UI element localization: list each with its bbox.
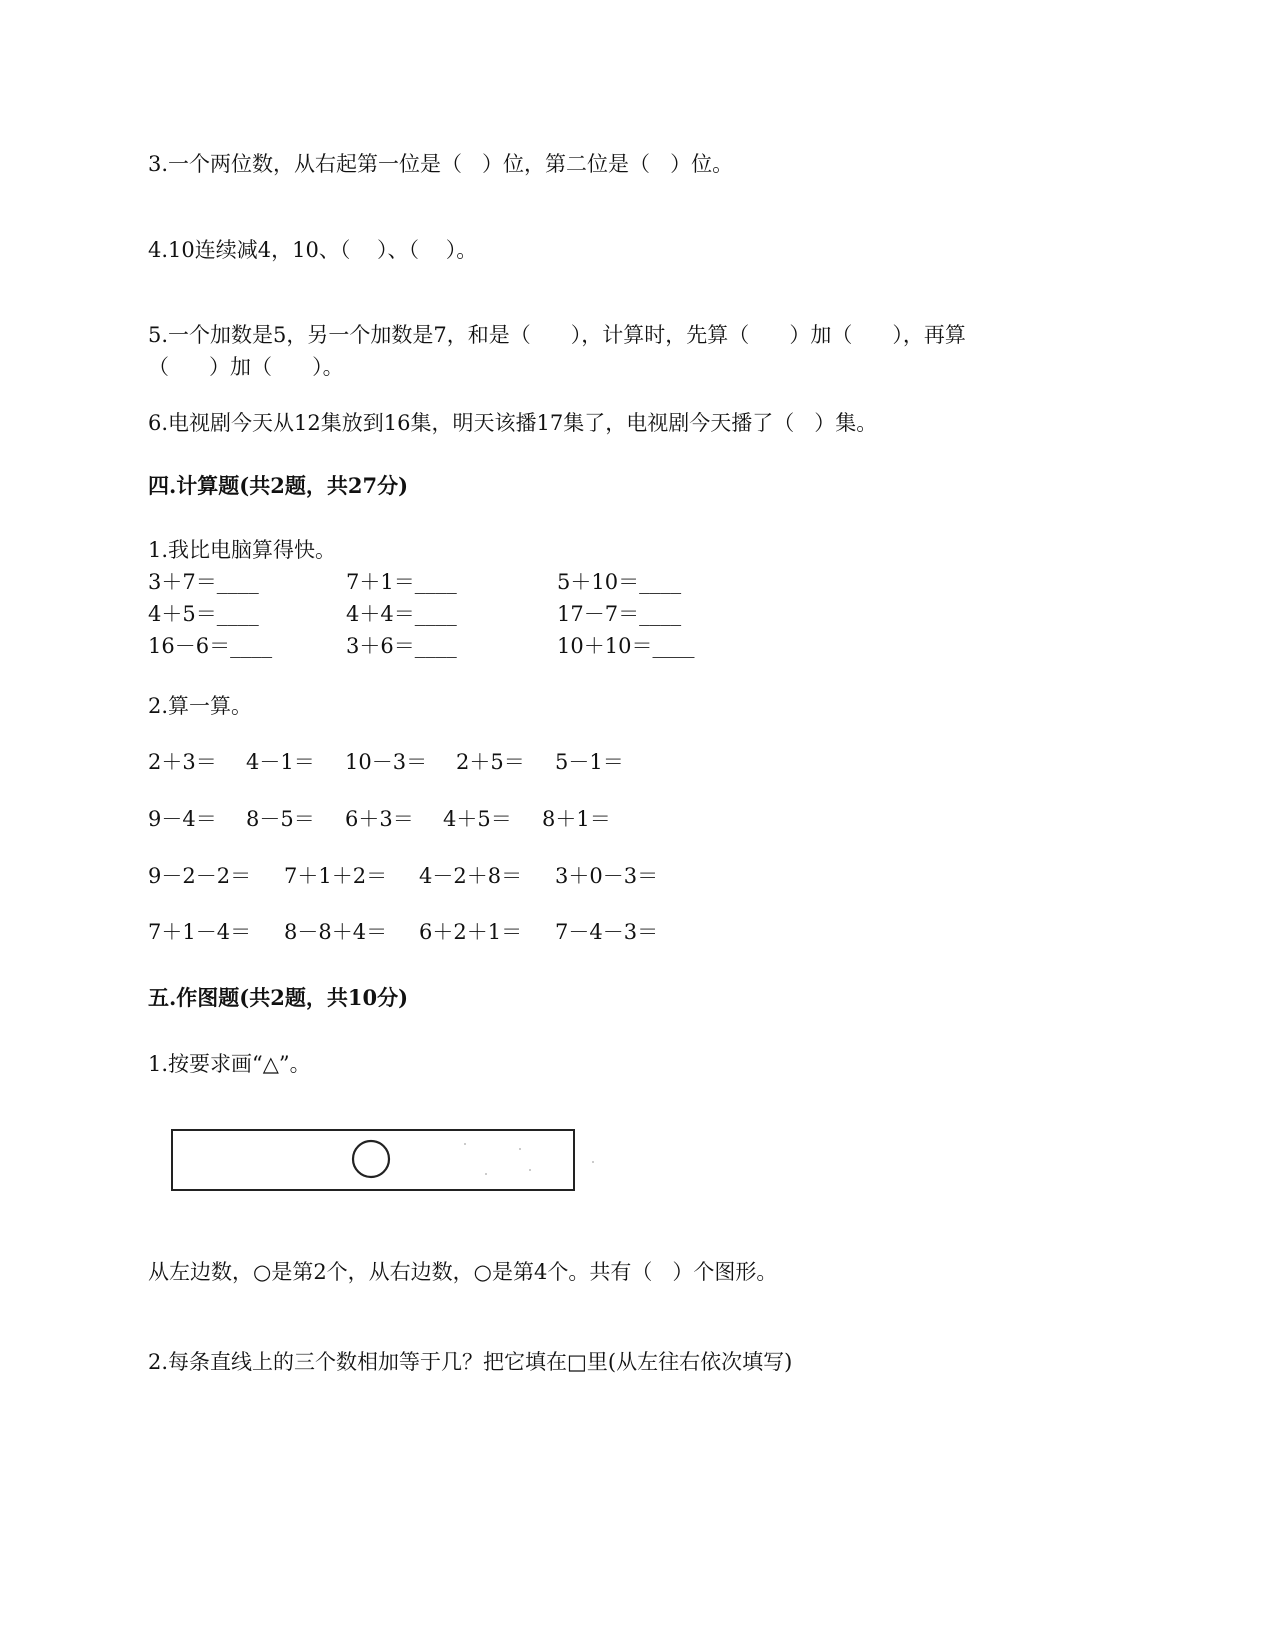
calc2-item: 6＋3＝: [345, 807, 414, 831]
question-6: 6.电视剧今天从12集放到16集，明天该播17集了，电视剧今天播了（ ）集。: [148, 411, 878, 435]
calc2-item: 8－5＝: [246, 807, 315, 831]
question-5-line-2: （ ）加（ ）。: [148, 355, 344, 379]
question-5-line-1: 5.一个加数是5，另一个加数是7，和是（ ），计算时，先算（ ）加（ ），再算: [148, 323, 966, 347]
section-5-heading: 五.作图题(共2题，共10分): [148, 985, 409, 1010]
calc1-item: 4＋4＝____: [346, 602, 457, 626]
calc2-item: 9－4＝: [148, 807, 217, 831]
calc1-item: 5＋10＝____: [557, 570, 682, 594]
calc2-item: 3＋0－3＝: [555, 864, 659, 888]
calc2-item: 7＋1－4＝: [148, 920, 252, 944]
draw2-title: 2.每条直线上的三个数相加等于几？把它填在□里(从左往右依次填写): [148, 1350, 793, 1374]
question-4: 4.10连续减4，10、（ ）、（ ）。: [148, 238, 478, 262]
calc2-item: 9－2－2＝: [148, 864, 252, 888]
calc1-item: 4＋5＝____: [148, 602, 259, 626]
calc1-item: 7＋1＝____: [346, 570, 457, 594]
calc2-item: 7＋1＋2＝: [284, 864, 388, 888]
calc1-item: 17－7＝____: [557, 602, 682, 626]
draw1-title: 1.按要求画“△”。: [148, 1052, 311, 1076]
calc1-item: 3＋6＝____: [346, 634, 457, 658]
calc2-item: 6＋2＋1＝: [419, 920, 523, 944]
calc2-item: 8－8＋4＝: [284, 920, 388, 944]
calc2-item: 8＋1＝: [542, 807, 611, 831]
calc2-item: 10－3＝: [345, 750, 428, 774]
calc2-item: 2＋5＝: [456, 750, 525, 774]
shape-row-figure: [168, 1126, 608, 1196]
figure-frame: [172, 1130, 574, 1190]
calc2-title: 2.算一算。: [148, 694, 253, 718]
calc2-item: 4－2＋8＝: [419, 864, 523, 888]
question-3: 3.一个两位数，从右起第一位是（ ）位，第二位是（ ）位。: [148, 152, 734, 176]
calc1-title: 1.我比电脑算得快。: [148, 538, 337, 562]
section-4-heading: 四.计算题(共2题，共27分): [148, 473, 409, 498]
calc2-item: 2＋3＝: [148, 750, 217, 774]
calc2-item: 4＋5＝: [443, 807, 512, 831]
draw1-statement: 从左边数，○是第2个，从右边数，○是第4个。共有（ ）个图形。: [148, 1260, 778, 1284]
calc2-item: 7－4－3＝: [555, 920, 659, 944]
calc2-item: 5－1＝: [555, 750, 624, 774]
calc1-item: 10＋10＝____: [557, 634, 695, 658]
calc2-item: 4－1＝: [246, 750, 315, 774]
circle-shape: [353, 1141, 389, 1177]
calc1-item: 3＋7＝____: [148, 570, 259, 594]
calc1-item: 16－6＝____: [148, 634, 273, 658]
